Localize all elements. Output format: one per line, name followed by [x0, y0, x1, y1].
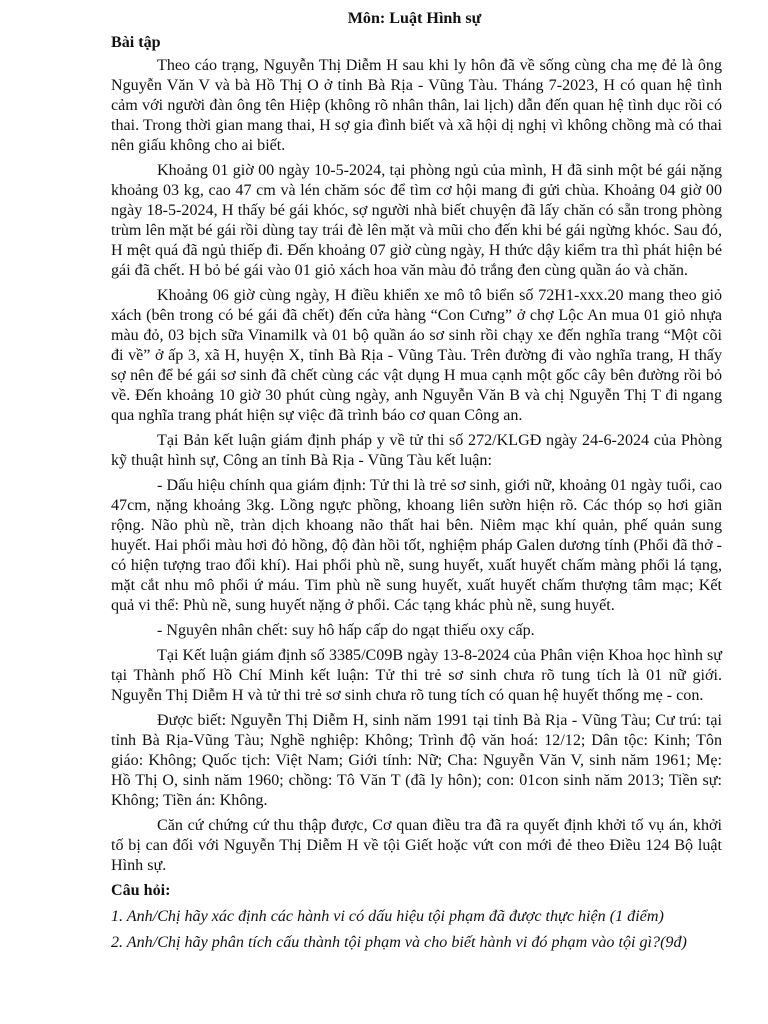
paragraph-cause-of-death: - Nguyên nhân chết: suy hô hấp cấp do ngạt thiếu oxy cấp.: [157, 622, 535, 639]
paragraph-forensic-report: Tại Bản kết luận giám định pháp y về tử thi số 272/KLGĐ ngày 24-6-2024 của Phòng kỹ thuật hình sự, Công an tỉnh Bà Rịa - Vũng Tàu kết luận:: [111, 432, 722, 469]
paragraph-background: Theo cáo trạng, Nguyễn Thị Diễm H sau khi ly hôn đã về sống cùng cha mẹ đẻ là ông Nguyễn Văn V và bà Hồ Thị O ở tỉnh Bà Rịa - Vũng Tàu. Tháng 7-2023, H có quan hệ tình cảm với người đàn ông tên Hiệp (không rõ nhân thân, lai lịch) dẫn đến quan hệ tình dục rồi có thai. Trong thời gian mang thai, H sợ gia đình biết và xã hội dị nghị vì không chồng mà có thai nên giấu không cho ai biết.: [111, 57, 722, 154]
exercise-heading: Bài tập: [111, 34, 161, 51]
paragraph-abandonment: Khoảng 06 giờ cùng ngày, H điều khiển xe mô tô biển số 72H1-xxx.20 mang theo giỏ xách (bên trong có bé gái đã chết) đến cửa hàng “Con Cưng” ở chợ Lộc An mua 01 giỏ nhựa màu đỏ, 03 bịch sữa Vinamilk và 01 bộ quần áo sơ sinh rồi chạy xe đến nghĩa trang “Một cõi đi về” ở ấp 3, xã H, huyện X, tỉnh Bà Rịa - Vũng Tàu. Trên đường đi vào nghĩa trang, H thấy sợ nên để bé gái sơ sinh đã chết cùng các vật dụng H mua cạnh một gốc cây bên đường rồi bỏ về. Đến khoảng 10 giờ 30 phút cùng ngày, anh Nguyễn Văn B và chị Nguyễn Thị T đi ngang qua nghĩa trang phát hiện sự việc đã trình báo cơ quan Công an.: [111, 287, 722, 424]
paragraph-birth-and-death: Khoảng 01 giờ 00 ngày 10-5-2024, tại phòng ngủ của mình, H đã sinh một bé gái nặng khoảng 03 kg, cao 47 cm và lén chăm sóc để tìm cơ hội mang đi gửi chùa. Khoảng 04 giờ 00 ngày 18-5-2024, H thấy bé gái khóc, sợ người nhà biết chuyện đã lấy chăn có sẵn trong phòng trùm lên mặt bé gái rồi dùng tay trái đè lên mặt và mũi cho đến khi bé gái ngừng khóc. Sau đó, H mệt quá đã ngủ thiếp đi. Đến khoảng 07 giờ cùng ngày, H thức dậy kiểm tra thì phát hiện bé gái đã chết. H bỏ bé gái vào 01 giỏ xách hoa văn màu đỏ trắng đen cùng quần áo và chăn.: [111, 162, 722, 279]
page-title: Môn: Luật Hình sự: [347, 10, 482, 27]
paragraph-forensic-signs: - Dấu hiệu chính qua giám định: Tử thi là trẻ sơ sinh, giới nữ, khoảng 01 ngày tuổi, cao 47cm, nặng khoảng 3kg. Lồng ngực phồng, khoang liên sườn hiện rõ. Các thóp sọ hơi giãn rộng. Não phù nề, tràn dịch khoang não thất hai bên. Niêm mạc khí quản, phế quản sung huyết. Hai phổi màu hơi đỏ hồng, độ đàn hồi tốt, nghiệm pháp Galen dương tính (Phổi đã thở - có hiện tượng trao đổi khí). Hai phổi phù nề, sung huyết, xuất huyết chấm màng phổi lá tạng, mặt cắt nhu mô phổi ứ máu. Tim phù nề sung huyết, xuất huyết chấm thượng tâm mạc; Kết quả vi thể: Phù nề, sung huyết nặng ở phổi. Các tạng khác phù nề, sung huyết.: [111, 477, 722, 614]
paragraph-prosecution-decision: Căn cứ chứng cứ thu thập được, Cơ quan điều tra đã ra quyết định khởi tố vụ án, khởi tố bị can đối với Nguyễn Thị Diễm H về tội Giết hoặc vứt con mới đẻ theo Điều 124 Bộ luật Hình sự.: [111, 817, 722, 874]
question-item: 1. Anh/Chị hãy xác định các hành vi có dấu hiệu tội phạm đã được thực hiện (1 điểm): [111, 908, 664, 925]
questions-heading: Câu hỏi:: [111, 882, 171, 899]
paragraph-dna-conclusion: Tại Kết luận giám định số 3385/C09B ngày 13-8-2024 của Phân viện Khoa học hình sự tại Thành phố Hồ Chí Minh kết luận: Tử thi trẻ sơ sinh chưa rõ tung tích là 01 nữ giới. Nguyễn Thị Diễm H và tử thi trẻ sơ sinh chưa rõ tung tích có quan hệ huyết thống mẹ - con.: [111, 647, 722, 704]
paragraph-defendant-profile: Được biết: Nguyễn Thị Diễm H, sinh năm 1991 tại tỉnh Bà Rịa - Vũng Tàu; Cư trú: tại tỉnh Bà Rịa-Vũng Tàu; Nghề nghiệp: Không; Trình độ văn hoá: 12/12; Dân tộc: Kinh; Tôn giáo: Không; Quốc tịch: Việt Nam; Giới tính: Nữ; Cha: Nguyễn Văn V, sinh năm 1961; Mẹ: Hồ Thị O, sinh năm 1960; chồng: Tô Văn T (đã ly hôn); con: 01con sinh năm 2013; Tiền sự: Không; Tiền án: Không.: [111, 712, 722, 809]
question-item: 2. Anh/Chị hãy phân tích cấu thành tội phạm và cho biết hành vi đó phạm vào tội gì?(9đ): [111, 934, 687, 951]
